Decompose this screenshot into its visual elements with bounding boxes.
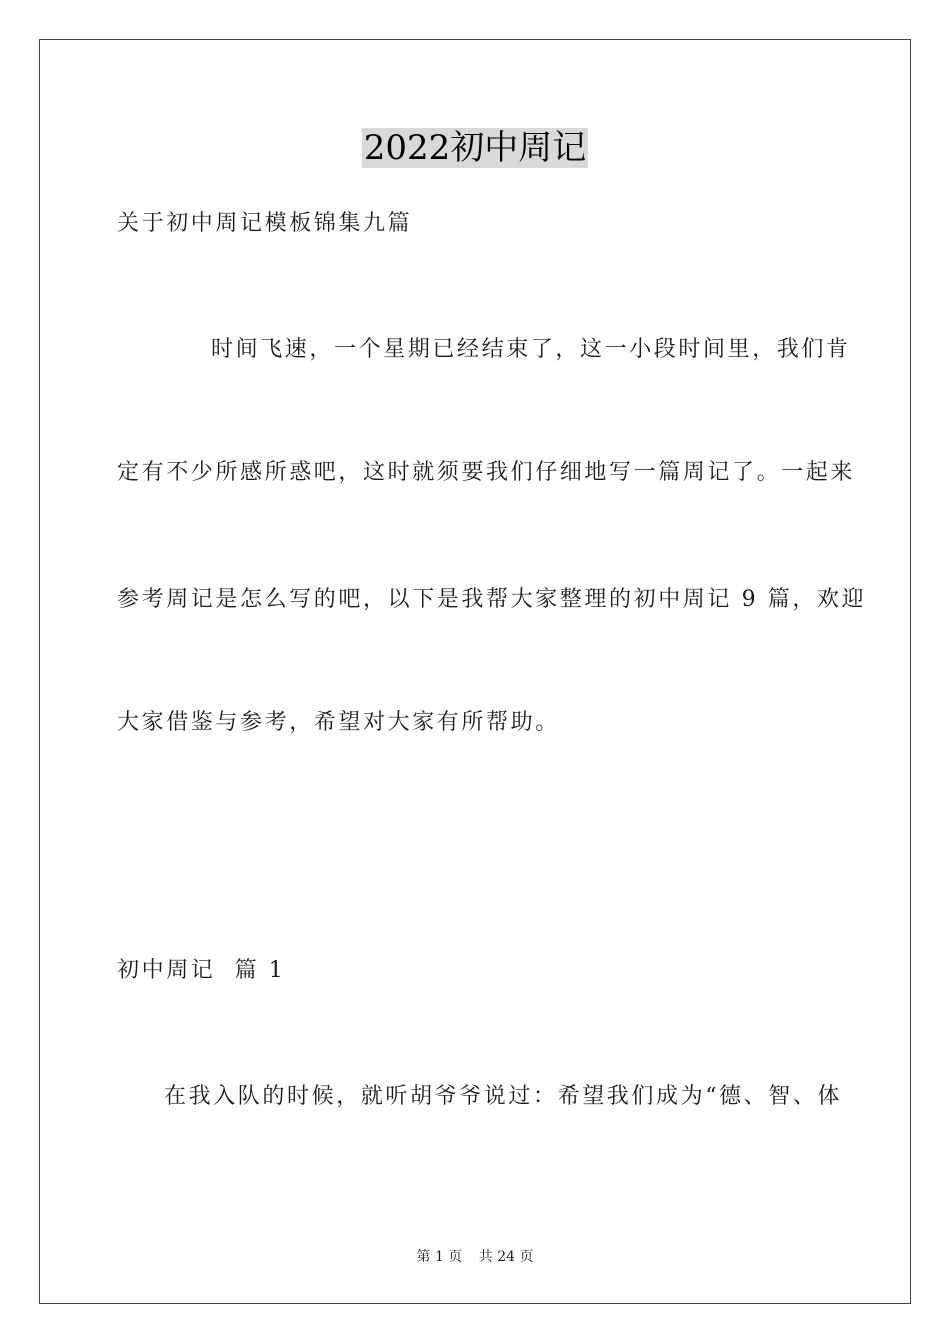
document-subtitle: 关于初中周记模板锦集九篇 [117, 211, 413, 236]
document-title: 2022初中周记 [363, 128, 587, 168]
section-heading: 初中周记 篇 1 [117, 958, 286, 983]
intro-line-2: 定有不少所感所惑吧，这时就须要我们仔细地写一篇周记了。一起来 [117, 460, 856, 485]
page-number: 第 1 页 [416, 1249, 463, 1265]
intro-line-3: 参考周记是怎么写的吧，以下是我帮大家整理的初中周记 9 篇，欢迎 [117, 587, 867, 612]
intro-line-4: 大家借鉴与参考，希望对大家有所帮助。 [117, 710, 560, 735]
page-footer [0, 1248, 950, 1266]
total-pages: 共 24 页 [478, 1249, 534, 1265]
section-first-line: 在我入队的时候，就听胡爷爷说过：希望我们成为“德、智、体 [164, 1084, 843, 1109]
intro-line-1: 时间飞速，一个星期已经结束了，这一小段时间里，我们肯 [211, 337, 851, 362]
title-container [0, 128, 950, 168]
